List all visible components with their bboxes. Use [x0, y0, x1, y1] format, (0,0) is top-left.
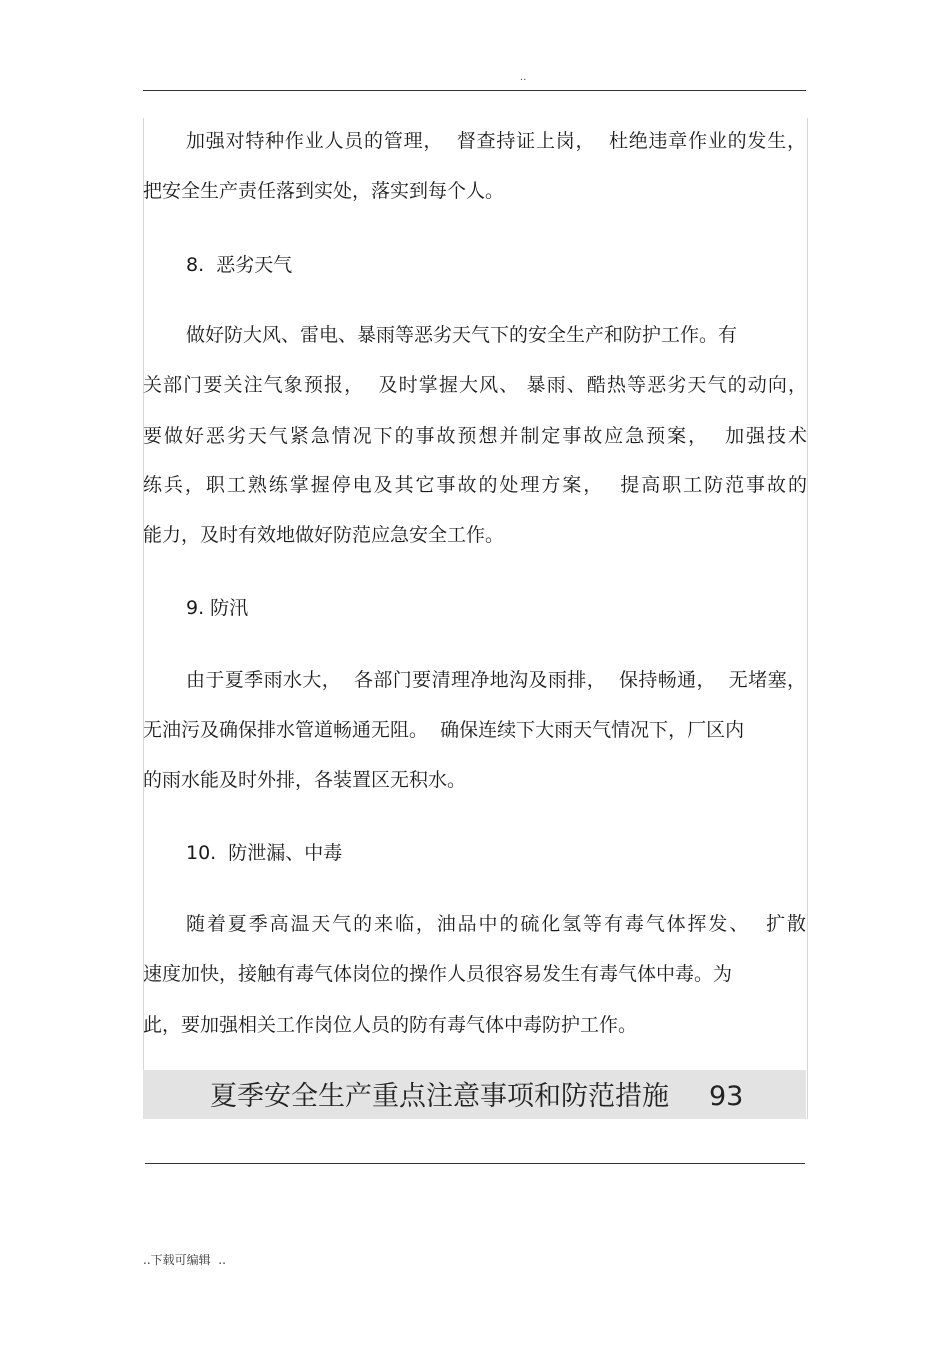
paragraph-line: 要做好恶劣天气紧急情况下的事故预想并制定事故应急预案， 加强技术	[143, 425, 807, 447]
paragraph-line: 无油污及确保排水管道畅通无阻。 确保连续下大雨天气情况下，厂区内	[143, 719, 745, 741]
paragraph-line: 能力，及时有效地做好防范应急安全工作。	[143, 524, 505, 546]
header-rule	[143, 90, 806, 91]
section-heading: 10. 防泄漏、中毒	[186, 842, 343, 864]
paragraph-line: 由于夏季雨水大， 各部门要清理净地沟及雨排， 保持畅通， 无堵塞，	[186, 669, 806, 691]
paragraph-line: 把安全生产责任落到实处，落实到每个人。	[143, 180, 505, 202]
footer-rule	[145, 1163, 805, 1164]
footer-text: ..下载可编辑 ..	[143, 1253, 226, 1267]
paragraph-line: 练兵，职工熟练掌握停电及其它事故的处理方案， 提高职工防范事故的	[143, 474, 807, 496]
header-mark: ..	[520, 72, 527, 83]
section-heading: 8. 恶劣天气	[186, 254, 293, 276]
paragraph-line: 做好防大风、雷电、暴雨等恶劣天气下的安全生产和防护工作。有	[186, 324, 738, 346]
section-heading: 9. 防汛	[186, 597, 249, 619]
paragraph-line: 的雨水能及时外排，各装置区无积水。	[143, 769, 467, 791]
paragraph-line: 此，要加强相关工作岗位人员的防有毒气体中毒防护工作。	[143, 1014, 638, 1036]
paragraph-line: 关部门要关注气象预报， 及时掌握大风、 暴雨、酷热等恶劣天气的动向，	[143, 374, 807, 396]
document-title: 夏季安全生产重点注意事项和防范措施	[210, 1081, 669, 1112]
paragraph-line: 加强对特种作业人员的管理， 督查持证上岗， 杜绝违章作业的发生，	[186, 130, 806, 152]
paragraph-line: 速度加快，接触有毒气体岗位的操作人员很容易发生有毒气体中毒。为	[143, 963, 733, 985]
document-number: 93	[709, 1081, 744, 1112]
paragraph-line: 随着夏季高温天气的来临，油品中的硫化氢等有毒气体挥发、 扩散	[186, 913, 806, 935]
